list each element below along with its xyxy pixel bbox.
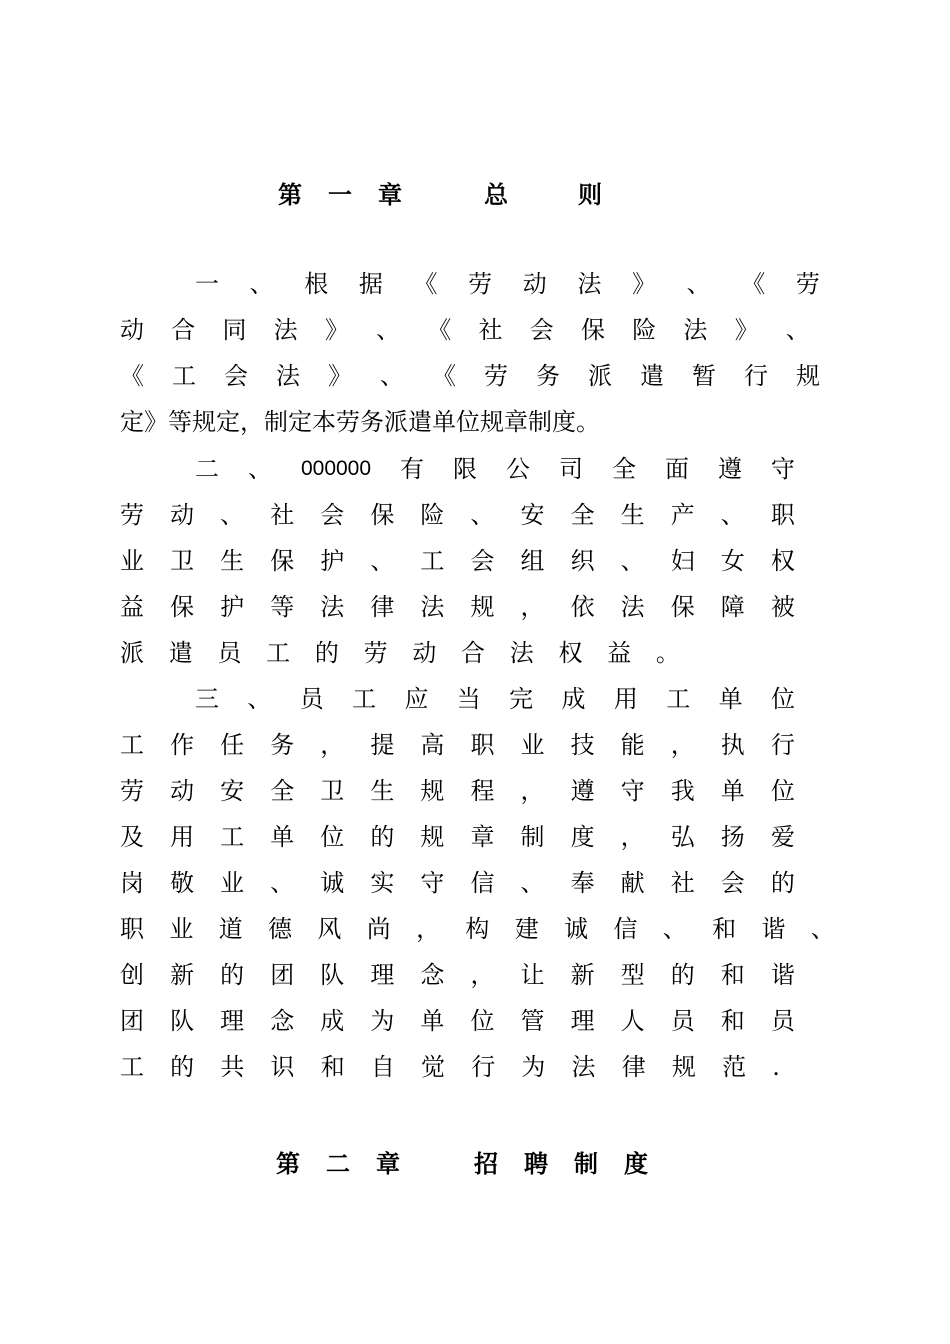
paragraph-3-line: 及 用 工 单 位 的 规 章 制 度 ， 弘 扬 爱 (120, 823, 795, 851)
paragraph-3-line: 岗 敬 业 、 诚 实 守 信 、 奉 献 社 会 的 (120, 869, 795, 897)
chapter-2-title: 招聘制度 (474, 1149, 674, 1178)
paragraph-2-line: 劳 动 、 社 会 保 险 、 安 全 生 产 、 职 (120, 501, 795, 529)
paragraph-2-line: 益 保 护 等 法 律 法 规 ， 依 法 保 障 被 (120, 593, 795, 621)
chapter-1-number: 第一章 (278, 180, 428, 209)
paragraph-3-line: 职 业 道 德 风 尚 ， 构 建 诚 信 、 和 谐 、 (120, 915, 835, 943)
paragraph-1-line: 定》等规定，制定本劳务派遣单位规章制度。 (120, 408, 600, 436)
paragraph-1-line: 一 、 根 据 《 劳 动 法 》 、 《 劳 (195, 270, 820, 298)
paragraph-1-line: 动 合 同 法 》 、 《 社 会 保 险 法 》 、 (120, 316, 810, 344)
paragraph-2-line: 业 卫 生 保 护 、 工 会 组 织 、 妇 女 权 (120, 547, 795, 575)
paragraph-3-line: 创 新 的 团 队 理 念 ， 让 新 型 的 和 谐 (120, 961, 795, 989)
paragraph-1-line: 《 工 会 法 》 、 《 劳 务 派 遣 暂 行 规 (120, 362, 820, 390)
paragraph-3-line: 团 队 理 念 成 为 单 位 管 理 人 员 和 员 (120, 1007, 795, 1035)
chapter-1-title: 总则 (484, 180, 672, 209)
paragraph-3-line: 工 作 任 务 ， 提 高 职 业 技 能 ， 执 行 (120, 731, 795, 759)
paragraph-3-line: 劳 动 安 全 卫 生 规 程 ， 遵 守 我 单 位 (120, 777, 795, 805)
chapter-1-heading (0, 172, 950, 212)
chapter-2-number: 第二章 (276, 1149, 426, 1178)
paragraph-2-line: 派 遣 员 工 的 劳 动 合 法 权 益 。 (120, 639, 680, 667)
paragraph-2-line: 二 、 000000 有 限 公 司 全 面 遵 守 (195, 455, 795, 483)
paragraph-3-line: 三 、 员 工 应 当 完 成 用 工 单 位 (195, 685, 795, 713)
paragraph-3-line: 工 的 共 识 和 自 觉 行 为 法 律 规 范 . (120, 1053, 780, 1081)
chapter-2-heading (0, 1141, 950, 1181)
